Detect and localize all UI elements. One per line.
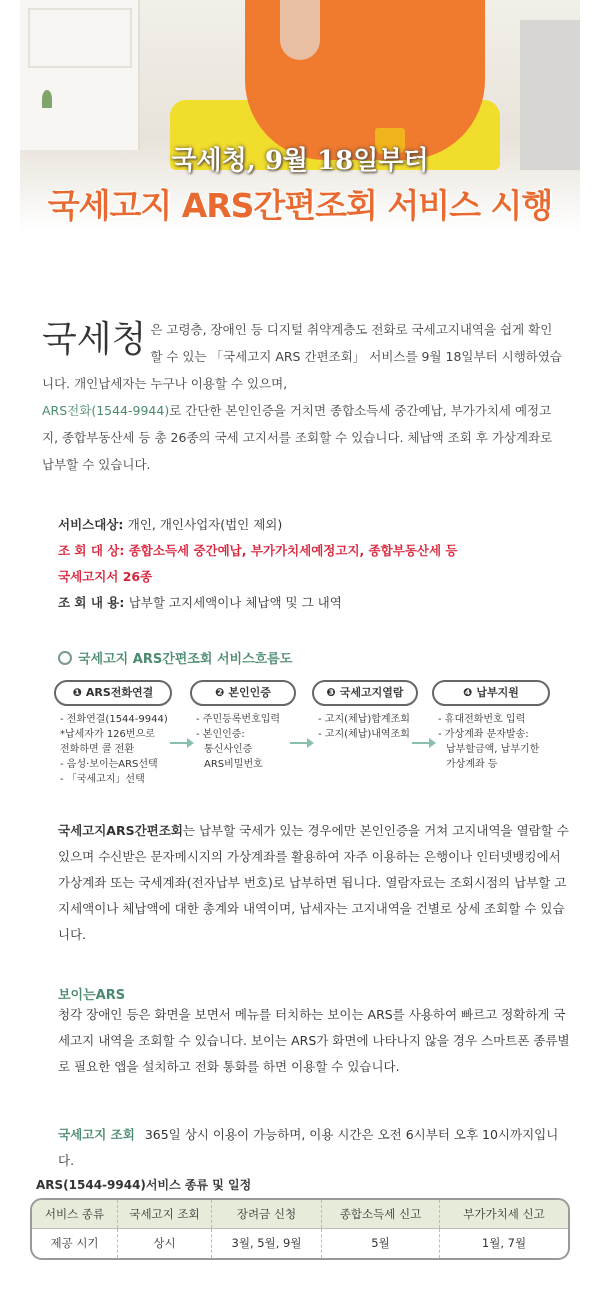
flow-step-2	[190, 680, 296, 788]
table-cell: 1월, 7월	[481, 1236, 527, 1250]
arm-decoration	[280, 0, 320, 60]
table-header-cell: 서비스 종류	[32, 1200, 118, 1228]
flow-step-line: - 음성·보이는ARS선택	[60, 759, 158, 770]
flow-step-line: - 전화연결(1544-9944)	[60, 714, 168, 725]
hours-row	[58, 1122, 570, 1174]
intro-paragraph-2: 로 간단한 본인인증을 거치면 종합소득세 중간예납, 부가가치세 예정고지, 종합부동산세 등 총 26종의 국세 고지서를 조회할 수 있습니다. 체납액 조회 후 가상계좌로 납부할 수 있습니다.	[42, 403, 553, 472]
flow-arrow	[290, 742, 310, 744]
flow-step-1	[54, 680, 172, 788]
intro-big-word: 국세청	[42, 319, 147, 360]
hero-title: 국세고지 ARS간편조회 서비스 시행	[47, 186, 553, 225]
flow-step-line: - 주민등록번호입력	[196, 714, 281, 725]
table-header-cell: 종합소득세 신고	[322, 1200, 440, 1228]
hours-text: 365일 상시 이용이 가능하며, 이용 시간은 오전 6시부터 오후 10시까지입니다.	[58, 1127, 559, 1168]
visible-ars-text: 청각 장애인 등은 화면을 보면서 메뉴를 터치하는 보이는 ARS를 사용하여 빠르고 정확하게 국세고지 내역을 조회할 수 있습니다. 보이는 ARS가 화면에 나타나지 않을 경우 스마트폰 종류별로 필요한 앱을 설치하고 전화 통화를 하면 이용할 수 있습니다.	[58, 1007, 570, 1074]
flow-step-4	[432, 680, 550, 788]
schedule-table-title: ARS(1544-9944)서비스 종류 및 일정	[36, 1178, 252, 1192]
visible-ars-heading: 보이는ARS	[58, 988, 126, 1003]
ars-phone-number: ARS전화(1544-9944)	[42, 403, 170, 418]
flow-step-line: - 가상계좌 문자발송:	[438, 729, 529, 740]
flow-step-line: - 휴대전화번호 입력	[438, 714, 526, 725]
flow-step-line: 납부할금액, 납부기한	[446, 744, 540, 755]
scope-label: 조 회 대 상	[58, 543, 120, 558]
flow-step-line: - 본인인증:	[196, 729, 245, 740]
flow-arrow	[412, 742, 432, 744]
hero-banner	[20, 0, 580, 232]
table-row	[32, 1229, 568, 1258]
flow-step-line: - 고지(체납)내역조회	[318, 729, 410, 740]
table-cell: 5월	[322, 1229, 440, 1258]
flow-step-title: ❷ 본인인증	[190, 680, 296, 706]
hours-label: 국세고지 조회	[58, 1127, 135, 1142]
table-cell: 상시	[118, 1229, 212, 1258]
table-cell: 제공 시기	[32, 1229, 118, 1258]
flow-step-line: 전화하면 콜 전환	[60, 744, 134, 755]
flow-step-line: - 「국세고지」선택	[60, 774, 145, 785]
scope-value-2: 국세고지서 26종	[58, 569, 153, 584]
content-value: 납부할 고지세액이나 체납액 및 그 내역	[128, 595, 342, 610]
content-label: 조 회 내 용	[58, 595, 120, 610]
service-description	[58, 818, 570, 948]
flow-step-line: 가상계좌 등	[446, 759, 498, 770]
service-info: 서비스대상: 개인, 개인사업자(법인 제외) 조 회 대 상: 종합소득세 중간예납, 부가가치세예정고지, 종합부동산세 등 국세고지서 26종 조 회 내 용: 납부할 고지세액이나 체납액 및 그 내역	[58, 517, 458, 610]
table-header-cell: 국세고지 조회	[118, 1200, 212, 1228]
flow-step-line: ARS비밀번호	[204, 759, 263, 770]
flow-step-title: ❸ 국세고지열람	[312, 680, 418, 706]
flow-arrow	[170, 742, 190, 744]
table-header-cell: 부가가치세 신고	[463, 1207, 545, 1221]
flow-step-line: 통신사인증	[204, 744, 253, 755]
schedule-table	[30, 1198, 570, 1260]
table-header-row	[32, 1200, 568, 1229]
flow-heading-text: 국세고지 ARS간편조회 서비스흐름도	[78, 652, 293, 667]
flow-step-line: *납세자가 126번으로	[60, 729, 155, 740]
flow-chart-icon	[58, 651, 72, 665]
target-value: 개인, 개인사업자(법인 제외)	[127, 517, 283, 532]
flow-step-line: - 고지(체납)합계조회	[318, 714, 410, 725]
window-decoration	[20, 0, 140, 150]
flow-heading	[58, 648, 292, 667]
flow-step-3	[312, 680, 418, 788]
scope-value: 종합소득세 중간예납, 부가가치세예정고지, 종합부동산세 등	[128, 543, 458, 558]
table-header-cell: 장려금 신청	[212, 1200, 322, 1228]
service-name-bold: 국세고지ARS간편조회	[58, 823, 183, 838]
flow-step-title: ❹ 납부지원	[432, 680, 550, 706]
target-label: 서비스대상	[58, 517, 119, 532]
table-cell: 3월, 5월, 9월	[212, 1229, 322, 1258]
service-description-text: 는 납부할 국세가 있는 경우에만 본인인증을 거쳐 고지내역을 열람할 수 있으며 수신받은 문자메시지의 가상계좌를 활용하여 자주 이용하는 은행이나 인터넷뱅킹에서 가상계좌 또는 국세계좌(전자납부 번호)로 납부하면 됩니다. 열람자료는 조회시점의 납부할 고지세액이나 체납액에 대한 총계와 내역이며, 납세자는 고지내역을 건별로 상세 조회할 수 있습니다.	[58, 823, 569, 942]
flow-step-title: ❶ ARS전화연결	[54, 680, 172, 706]
intro-section	[42, 316, 562, 478]
intro-paragraph-1: 은 고령층, 장애인 등 디지털 취약계층도 전화로 국세고지내역을 쉽게 확인할 수 있는 「국세고지 ARS 간편조회」 서비스를 9월 18일부터 시행하였습니다. 개인납세자는 누구나 이용할 수 있으며,	[42, 322, 562, 391]
service-flow-diagram	[54, 680, 554, 790]
hero-subtitle: 국세청, 9월 18일부터	[171, 146, 429, 176]
plant-decoration	[42, 90, 52, 108]
